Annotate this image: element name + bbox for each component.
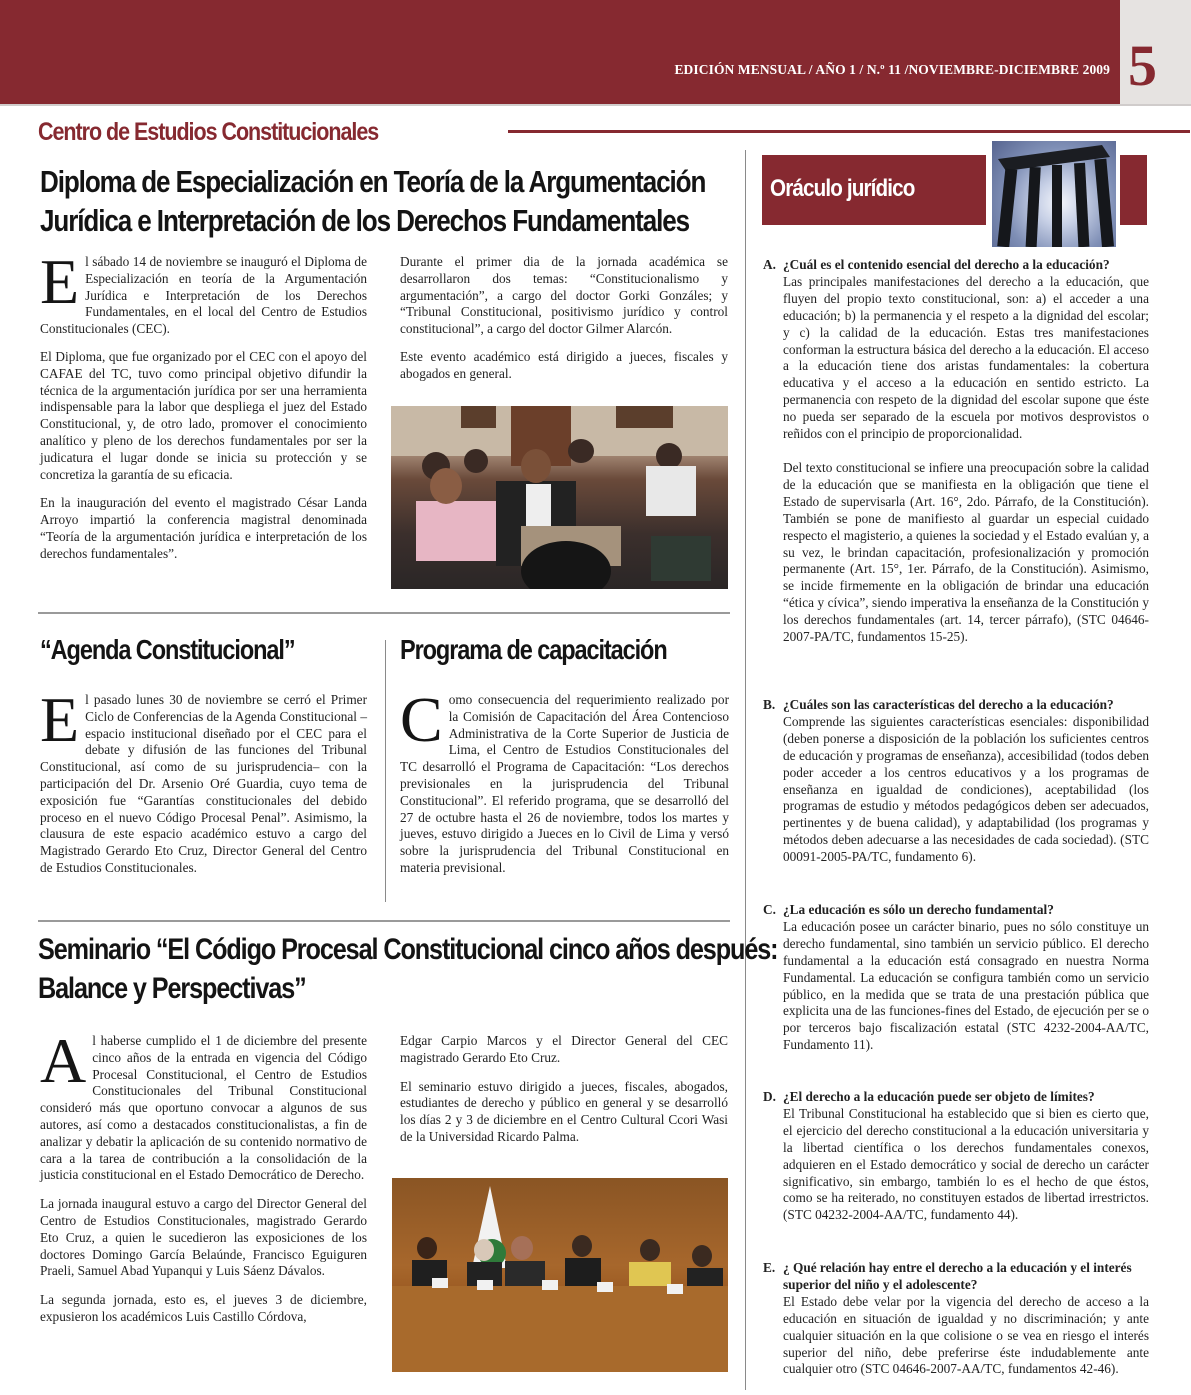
paragraph: omo consecuencia del requerimiento realizado por la Comisión de Capacitación del Área Contencioso Administrativa de la Corte Superior de Justicia de Lima, el Centro de Estudios Constitucionales del TC desarrolló el Programa de Capacitación: “Los derechos previsionales en la jurisprudencia del Tribunal Constitucional”. El referido programa, que se desarrolló del 27 de octubre hasta el 26 de noviembre, todos los martes y jueves, estuvo dirigido a Jueces en lo Civil de Lima y versó sobre la jurisprudencia del Tribunal Constitucional en materia previsional. (400, 692, 729, 875)
oraculo-banner-accent (1120, 155, 1147, 225)
dropcap: E (40, 684, 80, 755)
edition-info: EDICIÓN MENSUAL / AÑO 1 / N.º 11 /NOVIEMBRE-DICIEMBRE 2009 (674, 62, 1110, 77)
oraculo-title: Oráculo jurídico (770, 175, 915, 202)
qa-answer: Del texto constitucional se infiere una preocupación sobre la calidad de la educación que se manifiesta en la obligación que tiene el Estado de supervisarla (Art. 16°, 2do. Párrafo, de la Constitución). También se pone de manifiesto al guardar un especial cuidado respecto el magisterio, a quienes la sociedad y el Estado evalúan y, a su vez, le brindan capacitación, profesionalización y promoción permanente (Art. 15°, 1er. Párrafo, de la Constitución). Asimismo, se incide firmemente en la obligación de brindar una educación “ética y cívica”, siendo imperativa la enseñanza de la Constitución y los derechos fundamentales (art. 14, tercer párrafo), (STC 04646-2007-PA/TC, fundamentos 15-25). (783, 459, 1149, 645)
qa-answer: El Estado debe velar por la vigencia del derecho de acceso a la educación en situación de igualdad y no discriminación; y ante cualquier situación en la que colisione o se vea en riesgo el interés superior del niño, debe preferirse éste indudablemente ante cualquier otro (STC 04646-2007-AA/TC, fundamentos 42-46). (783, 1293, 1149, 1377)
qa-answer: La educación posee un carácter binario, pues no sólo constituye un derecho fundamental, sino también un servicio público. El derecho fundamental a la educación está consagrado en nuestra Norma Fundamental. La educación se configura también como un servicio público, en la medida que se trata de una prestación pública que explicita una de las funciones-fines del Estado, de ejecución per se o por terceros bajo fiscalización estatal (STC 4232-2004-AA/TC, Fundamento 11). (783, 918, 1149, 1053)
article-programa (400, 684, 729, 888)
section-divider-2 (38, 920, 730, 922)
dropcap: C (400, 684, 443, 755)
article-agenda (40, 684, 367, 888)
page-number: 5 (1128, 33, 1157, 98)
masthead-divider (0, 104, 1191, 106)
column-divider-middle (385, 640, 386, 902)
paragraph: l haberse cumplido el 1 de diciembre del presente cinco años de la entrada en vigencia del Código Procesal Constitucional, el Centro de Estudios Constitucionales del Tribunal Constitucional consideró más que oportuno convocar a algunos de sus autores, así como a destacados constitucionalistas, a fin de analizar y debatir la aplicación de su contenido normativo de cara a la tarea de contribución a la consolidación de la justicia constitucional en el Estado Democrático de Derecho. (40, 1033, 367, 1183)
qa-item-d (763, 1089, 1149, 1224)
paragraph: El seminario estuvo dirigido a jueces, fiscales, abogados, estudiantes de derecho y público en general y se desarrolló los días 2 y 3 de diciembre en el Centro Cultural Ccori Wasi de la Universidad Ricardo Palma. (400, 1078, 728, 1144)
qa-item-b (763, 697, 1149, 866)
headline-line-1: Seminario “El Código Procesal Constitucional cinco años después: (38, 933, 778, 966)
article-diploma-col1 (40, 246, 367, 574)
paragraph: La segunda jornada, esto es, el jueves 3 de diciembre, expusieron los académicos Luis Castillo Córdova, (40, 1292, 367, 1324)
columns-photo (992, 141, 1116, 247)
paragraph: Edgar Carpio Marcos y el Director General del CEC magistrado Gerardo Eto Cruz. (400, 1033, 728, 1065)
qa-question: ¿Cuál es el contenido esencial del derecho a la educación? (783, 257, 1110, 272)
page-number-tab (1120, 0, 1191, 104)
column-divider-right (745, 150, 746, 1390)
dropcap: A (40, 1025, 87, 1096)
headline-line-2: Jurídica e Interpretación de los Derechos Fundamentales (40, 203, 690, 238)
qa-answer: Comprende las siguientes características esenciales: disponibilidad (deben ponerse a disposición de la población los suficientes centros de educación y programas de enseñanza), accesibilidad (todos deben poder acceder a los centros educativos y a los programas de enseñanza en igualdad de condiciones), aceptabilidad (los programas de estudio y métodos pedagógicos deben ser adecuados, pertinentes y de buena calidad), y adaptabilidad (los programas y métodos deben adecuarse a las necesidades de cada sociedad). (STC 00091-2005-PA/TC, fundamento 6). (783, 713, 1149, 865)
article-headline-agenda: “Agenda Constitucional” (40, 634, 295, 665)
qa-letter: D. (763, 1089, 776, 1104)
classroom-photo (391, 406, 728, 589)
article-headline-seminario (38, 930, 777, 1008)
paragraph: El Diploma, que fue organizado por el CEC con el apoyo del CAFAE del TC, tuvo como principal objetivo difundir la técnica de la argumentación jurídica por ser una herramienta indispensable para la labor que despliega el juez del Estado Constitucional, y, de otro lado, promover el conocimiento analítico y pleno de los derechos fundamentales por ser la judicatura el lugar donde se inicia su protección y se concretiza la garantía de su eficacia. (40, 348, 367, 482)
paragraph: Este evento académico está dirigido a jueces, fiscales y abogados en general. (400, 348, 728, 381)
article-diploma-col2 (400, 254, 728, 394)
paragraph: La jornada inaugural estuvo a cargo del Director General del Centro de Estudios Constitucionales, magistrado Gerardo Eto Cruz, a quien le sucedieron las exposiciones de los doctores Domingo García Belaúnde, Francisco Eguiguren Praeli, Samuel Abad Yupanqui y Luis Sáenz Dávalos. (40, 1196, 367, 1279)
article-seminario-col2 (400, 1033, 728, 1157)
qa-item-a (763, 257, 1149, 646)
dropcap: E (40, 246, 80, 317)
greek-columns-illustration (992, 141, 1116, 247)
qa-answer: Las principales manifestaciones del derecho a la educación, que fluyen del propio texto constitucional, son: a) el acceder a una educación; b) la permanencia y el respeto a la dignidad del escolar; y c) la calidad de la educación. Estas tres manifestaciones conforman la estructura básica del derecho a la educación. El acceso a la educación tiene dos aristas fundamentales: la cobertura educativa y el acceso a la educación en sentido estricto. La permanencia con respeto de la dignidad del escolar supone que éste no pueda ser separado de la escuela por motivos desprovistos o reñidos con el principio de proporcionalidad. (783, 273, 1149, 442)
classroom-photo-illustration (391, 406, 728, 589)
article-seminario-col1 (40, 1025, 367, 1337)
paragraph: Durante el primer dia de la jornada académica se desarrollaron dos temas: “Constitucionalismo y argumentación”, a cargo del doctor Gorki Gonzáles; y “Tribunal Constitucional, positivismo jurídico y control constitucional”, a cargo del doctor Gilmer Alarcón. (400, 254, 728, 337)
qa-question: ¿La educación es sólo un derecho fundamental? (783, 902, 1054, 917)
qa-item-e (763, 1260, 1149, 1378)
paragraph: l pasado lunes 30 de noviembre se cerró el Primer Ciclo de Conferencias de la Agenda Constitucional –espacio institucional diseñado por el CEC para el debate y difusión de las funciones del Tribunal Constitucional, así como de su jurisprudencia– con la participación del Dr. Arsenio Oré Guardia, cuyo tema de exposición fue “Garantías constitucionales del debido proceso en el nuevo Código Procesal Penal”. Asimismo, la clausura de este espacio académico estuvo a cargo del Magistrado Gerardo Eto Cruz, Director General del Centro de Estudios Constitucionales. (40, 692, 367, 875)
qa-question: ¿Cuáles son las características del derecho a la educación? (783, 697, 1114, 712)
masthead-banner (0, 0, 1120, 104)
qa-item-c (763, 902, 1149, 1054)
qa-letter: C. (763, 902, 776, 917)
qa-letter: E. (763, 1260, 776, 1275)
qa-letter: A. (763, 257, 776, 272)
section-divider-1 (38, 612, 730, 614)
headline-line-2: Balance y Perspectivas” (38, 972, 306, 1005)
seminar-panel-illustration (392, 1178, 728, 1372)
qa-answer: El Tribunal Constitucional ha establecido que si bien es cierto que, el ejercicio del derecho constitucional a la educación universitaria y la libertad científica o los derechos fundamentales conexos, adquieren en el Estado democrático y social de derecho un carácter significativo, sin embargo, también lo es el hecho de que éstos, como se ha reiterado, no constituyen estados de libertad irrestrictos. (STC 04232-2004-AA/TC, fundamento 44). (783, 1105, 1149, 1223)
paragraph: l sábado 14 de noviembre se inauguró el Diploma de Especialización en teoría de la Argumentación Jurídica e Interpretación de los Derechos Fundamentales, en el local del Centro de Estudios Constitucionales (CEC). (40, 254, 367, 337)
qa-question: ¿ Qué relación hay entre el derecho a la educación y el interés superior del niño y el adolescente? (783, 1260, 1132, 1292)
seminar-panel-photo (392, 1178, 728, 1372)
article-headline-programa: Programa de capacitación (400, 634, 667, 665)
paragraph: En la inauguración del evento el magistrado César Landa Arroyo impartió la conferencia magistral denominada “Teoría de la argumentación jurídica e interpretación de los derechos fundamentales”. (40, 495, 367, 561)
section-title-rule (508, 130, 1190, 133)
section-title: Centro de Estudios Constitucionales (38, 118, 379, 146)
article-headline-diploma (40, 162, 705, 240)
headline-line-1: Diploma de Especialización en Teoría de la Argumentación (40, 164, 706, 199)
qa-question: ¿El derecho a la educación puede ser objeto de límites? (783, 1089, 1095, 1104)
qa-letter: B. (763, 697, 776, 712)
